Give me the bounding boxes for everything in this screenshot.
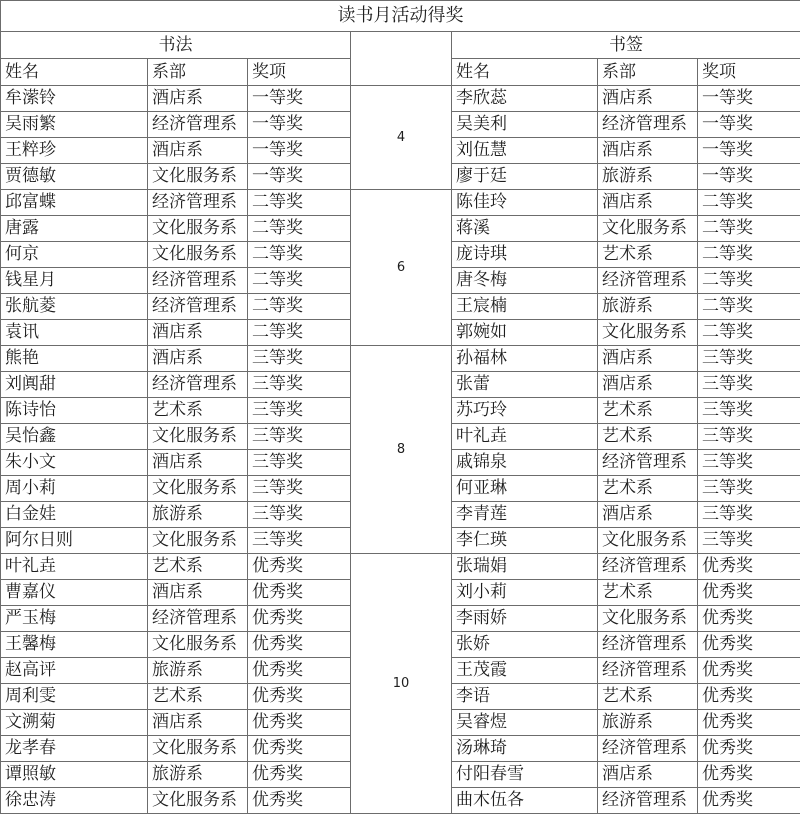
- bookmark-award-cell: 二等奖: [698, 190, 800, 216]
- bookmark-award-cell: 二等奖: [698, 242, 800, 268]
- bookmark-name-cell: 唐冬梅: [452, 268, 598, 294]
- bookmark-dept-cell: 文化服务系: [598, 528, 698, 554]
- bookmark-award-cell: 优秀奖: [698, 736, 800, 762]
- calligraphy-name-cell: 贾德敏: [1, 164, 148, 190]
- bookmark-dept-cell: 经济管理系: [598, 554, 698, 580]
- calligraphy-dept-cell: 酒店系: [148, 710, 248, 736]
- bookmark-award-cell: 优秀奖: [698, 580, 800, 606]
- calligraphy-award-cell: 优秀奖: [248, 736, 351, 762]
- bookmark-name-cell: 付阳春雪: [452, 762, 598, 788]
- bookmark-name-cell: 李欣蕊: [452, 86, 598, 112]
- calligraphy-dept-cell: 经济管理系: [148, 112, 248, 138]
- calligraphy-award-cell: 优秀奖: [248, 762, 351, 788]
- calligraphy-award-cell: 三等奖: [248, 502, 351, 528]
- calligraphy-award-cell: 三等奖: [248, 528, 351, 554]
- bookmark-dept-cell: 经济管理系: [598, 736, 698, 762]
- calligraphy-name-cell: 叶礼垚: [1, 554, 148, 580]
- bookmark-dept-cell: 酒店系: [598, 502, 698, 528]
- bookmark-award-cell: 二等奖: [698, 320, 800, 346]
- calligraphy-dept-cell: 艺术系: [148, 554, 248, 580]
- calligraphy-award-cell: 优秀奖: [248, 554, 351, 580]
- calligraphy-dept-cell: 经济管理系: [148, 268, 248, 294]
- calligraphy-name-cell: 曹嘉仪: [1, 580, 148, 606]
- calligraphy-name-cell: 钱星月: [1, 268, 148, 294]
- bookmark-dept-cell: 旅游系: [598, 164, 698, 190]
- count-column-blank: [351, 59, 452, 86]
- header-award-right: 奖项: [698, 59, 800, 86]
- table-row: [1, 190, 800, 216]
- bookmark-award-cell: 优秀奖: [698, 710, 800, 736]
- calligraphy-award-cell: 三等奖: [248, 424, 351, 450]
- bookmark-dept-cell: 酒店系: [598, 372, 698, 398]
- bookmark-dept-cell: 文化服务系: [598, 320, 698, 346]
- bookmark-name-cell: 曲木伍各: [452, 788, 598, 814]
- count-column-header: [351, 32, 452, 59]
- calligraphy-name-cell: 袁讯: [1, 320, 148, 346]
- bookmark-award-cell: 二等奖: [698, 268, 800, 294]
- calligraphy-name-cell: 文溯菊: [1, 710, 148, 736]
- calligraphy-award-cell: 优秀奖: [248, 788, 351, 814]
- bookmark-award-cell: 一等奖: [698, 138, 800, 164]
- calligraphy-name-cell: 徐忠涛: [1, 788, 148, 814]
- table-row: [1, 86, 800, 112]
- bookmark-award-cell: 一等奖: [698, 112, 800, 138]
- calligraphy-name-cell: 陈诗怡: [1, 398, 148, 424]
- bookmark-award-cell: 三等奖: [698, 450, 800, 476]
- bookmark-name-cell: 刘伍慧: [452, 138, 598, 164]
- calligraphy-award-cell: 二等奖: [248, 320, 351, 346]
- calligraphy-award-cell: 二等奖: [248, 190, 351, 216]
- calligraphy-award-cell: 三等奖: [248, 372, 351, 398]
- bookmark-award-cell: 二等奖: [698, 216, 800, 242]
- calligraphy-name-cell: 吴怡鑫: [1, 424, 148, 450]
- header-award-left: 奖项: [248, 59, 351, 86]
- calligraphy-award-cell: 三等奖: [248, 398, 351, 424]
- bookmark-dept-cell: 旅游系: [598, 294, 698, 320]
- calligraphy-dept-cell: 文化服务系: [148, 424, 248, 450]
- calligraphy-name-cell: 龙孝春: [1, 736, 148, 762]
- bookmark-award-cell: 三等奖: [698, 528, 800, 554]
- bookmark-dept-cell: 艺术系: [598, 476, 698, 502]
- bookmark-award-cell: 优秀奖: [698, 684, 800, 710]
- calligraphy-name-cell: 邱富蝶: [1, 190, 148, 216]
- calligraphy-dept-cell: 经济管理系: [148, 372, 248, 398]
- bookmark-dept-cell: 经济管理系: [598, 112, 698, 138]
- calligraphy-dept-cell: 酒店系: [148, 320, 248, 346]
- bookmark-name-cell: 郭婉如: [452, 320, 598, 346]
- table-title: 读书月活动得奖: [1, 1, 800, 32]
- bookmark-name-cell: 李青莲: [452, 502, 598, 528]
- section-calligraphy: 书法: [1, 32, 351, 59]
- calligraphy-award-cell: 优秀奖: [248, 710, 351, 736]
- calligraphy-award-cell: 二等奖: [248, 268, 351, 294]
- bookmark-dept-cell: 酒店系: [598, 190, 698, 216]
- bookmark-name-cell: 苏巧玲: [452, 398, 598, 424]
- calligraphy-award-cell: 一等奖: [248, 164, 351, 190]
- calligraphy-dept-cell: 旅游系: [148, 762, 248, 788]
- calligraphy-dept-cell: 文化服务系: [148, 736, 248, 762]
- bookmark-dept-cell: 艺术系: [598, 580, 698, 606]
- bookmark-name-cell: 汤琳琦: [452, 736, 598, 762]
- bookmark-name-cell: 张蕾: [452, 372, 598, 398]
- bookmark-award-cell: 优秀奖: [698, 554, 800, 580]
- calligraphy-name-cell: 熊艳: [1, 346, 148, 372]
- calligraphy-dept-cell: 文化服务系: [148, 632, 248, 658]
- calligraphy-name-cell: 赵高评: [1, 658, 148, 684]
- calligraphy-name-cell: 王馨梅: [1, 632, 148, 658]
- bookmark-dept-cell: 文化服务系: [598, 216, 698, 242]
- header-name-left: 姓名: [1, 59, 148, 86]
- bookmark-name-cell: 刘小莉: [452, 580, 598, 606]
- bookmark-name-cell: 蒋溪: [452, 216, 598, 242]
- bookmark-award-cell: 三等奖: [698, 424, 800, 450]
- bookmark-award-cell: 三等奖: [698, 398, 800, 424]
- calligraphy-dept-cell: 文化服务系: [148, 528, 248, 554]
- bookmark-name-cell: 王茂霞: [452, 658, 598, 684]
- bookmark-name-cell: 张娇: [452, 632, 598, 658]
- calligraphy-dept-cell: 艺术系: [148, 398, 248, 424]
- bookmark-name-cell: 李语: [452, 684, 598, 710]
- calligraphy-dept-cell: 经济管理系: [148, 294, 248, 320]
- bookmark-dept-cell: 酒店系: [598, 346, 698, 372]
- group-count-cell: 4: [351, 86, 452, 190]
- calligraphy-award-cell: 一等奖: [248, 112, 351, 138]
- bookmark-dept-cell: 经济管理系: [598, 632, 698, 658]
- bookmark-name-cell: 李仁瑛: [452, 528, 598, 554]
- bookmark-dept-cell: 经济管理系: [598, 268, 698, 294]
- bookmark-award-cell: 优秀奖: [698, 632, 800, 658]
- calligraphy-name-cell: 朱小文: [1, 450, 148, 476]
- bookmark-dept-cell: 经济管理系: [598, 788, 698, 814]
- calligraphy-dept-cell: 文化服务系: [148, 788, 248, 814]
- calligraphy-dept-cell: 文化服务系: [148, 216, 248, 242]
- calligraphy-award-cell: 优秀奖: [248, 632, 351, 658]
- header-dept-right: 系部: [598, 59, 698, 86]
- group-count-cell: 10: [351, 554, 452, 814]
- bookmark-dept-cell: 艺术系: [598, 398, 698, 424]
- calligraphy-award-cell: 优秀奖: [248, 606, 351, 632]
- calligraphy-dept-cell: 酒店系: [148, 346, 248, 372]
- calligraphy-name-cell: 何京: [1, 242, 148, 268]
- calligraphy-name-cell: 刘阗甜: [1, 372, 148, 398]
- group-count-cell: 8: [351, 346, 452, 554]
- calligraphy-dept-cell: 旅游系: [148, 658, 248, 684]
- calligraphy-dept-cell: 旅游系: [148, 502, 248, 528]
- bookmark-name-cell: 张瑞娟: [452, 554, 598, 580]
- bookmark-name-cell: 孙福林: [452, 346, 598, 372]
- calligraphy-name-cell: 张航菱: [1, 294, 148, 320]
- bookmark-award-cell: 优秀奖: [698, 606, 800, 632]
- calligraphy-dept-cell: 文化服务系: [148, 476, 248, 502]
- bookmark-dept-cell: 酒店系: [598, 138, 698, 164]
- calligraphy-name-cell: 谭照敏: [1, 762, 148, 788]
- calligraphy-award-cell: 二等奖: [248, 216, 351, 242]
- header-name-right: 姓名: [452, 59, 598, 86]
- bookmark-name-cell: 何亚琳: [452, 476, 598, 502]
- bookmark-award-cell: 优秀奖: [698, 762, 800, 788]
- calligraphy-name-cell: 严玉梅: [1, 606, 148, 632]
- bookmark-name-cell: 叶礼垚: [452, 424, 598, 450]
- header-dept-left: 系部: [148, 59, 248, 86]
- bookmark-name-cell: 王宸楠: [452, 294, 598, 320]
- calligraphy-award-cell: 一等奖: [248, 86, 351, 112]
- bookmark-award-cell: 三等奖: [698, 476, 800, 502]
- table-row: [1, 554, 800, 580]
- calligraphy-name-cell: 阿尔日则: [1, 528, 148, 554]
- bookmark-dept-cell: 文化服务系: [598, 606, 698, 632]
- calligraphy-name-cell: 周小莉: [1, 476, 148, 502]
- bookmark-dept-cell: 旅游系: [598, 710, 698, 736]
- bookmark-name-cell: 李雨娇: [452, 606, 598, 632]
- calligraphy-name-cell: 白金娃: [1, 502, 148, 528]
- calligraphy-name-cell: 吴雨繁: [1, 112, 148, 138]
- bookmark-name-cell: 庞诗琪: [452, 242, 598, 268]
- bookmark-dept-cell: 艺术系: [598, 684, 698, 710]
- calligraphy-dept-cell: 经济管理系: [148, 606, 248, 632]
- bookmark-dept-cell: 经济管理系: [598, 658, 698, 684]
- bookmark-name-cell: 廖于廷: [452, 164, 598, 190]
- bookmark-dept-cell: 艺术系: [598, 242, 698, 268]
- calligraphy-name-cell: 牟潆铃: [1, 86, 148, 112]
- group-count-cell: 6: [351, 190, 452, 346]
- calligraphy-award-cell: 二等奖: [248, 242, 351, 268]
- calligraphy-dept-cell: 文化服务系: [148, 242, 248, 268]
- calligraphy-name-cell: 周利雯: [1, 684, 148, 710]
- calligraphy-dept-cell: 酒店系: [148, 138, 248, 164]
- calligraphy-dept-cell: 经济管理系: [148, 190, 248, 216]
- calligraphy-name-cell: 唐露: [1, 216, 148, 242]
- calligraphy-award-cell: 优秀奖: [248, 684, 351, 710]
- calligraphy-dept-cell: 酒店系: [148, 450, 248, 476]
- calligraphy-name-cell: 王粹珍: [1, 138, 148, 164]
- bookmark-award-cell: 二等奖: [698, 294, 800, 320]
- calligraphy-award-cell: 一等奖: [248, 138, 351, 164]
- bookmark-award-cell: 三等奖: [698, 346, 800, 372]
- bookmark-award-cell: 优秀奖: [698, 658, 800, 684]
- calligraphy-award-cell: 三等奖: [248, 476, 351, 502]
- calligraphy-award-cell: 三等奖: [248, 450, 351, 476]
- calligraphy-dept-cell: 艺术系: [148, 684, 248, 710]
- bookmark-name-cell: 陈佳玲: [452, 190, 598, 216]
- bookmark-award-cell: 一等奖: [698, 164, 800, 190]
- bookmark-dept-cell: 酒店系: [598, 86, 698, 112]
- calligraphy-award-cell: 二等奖: [248, 294, 351, 320]
- bookmark-dept-cell: 艺术系: [598, 424, 698, 450]
- bookmark-dept-cell: 酒店系: [598, 762, 698, 788]
- section-bookmark: 书签: [452, 32, 800, 59]
- bookmark-award-cell: 三等奖: [698, 502, 800, 528]
- bookmark-award-cell: 三等奖: [698, 372, 800, 398]
- bookmark-dept-cell: 经济管理系: [598, 450, 698, 476]
- bookmark-name-cell: 吴美利: [452, 112, 598, 138]
- bookmark-award-cell: 一等奖: [698, 86, 800, 112]
- calligraphy-dept-cell: 酒店系: [148, 580, 248, 606]
- calligraphy-dept-cell: 文化服务系: [148, 164, 248, 190]
- calligraphy-award-cell: 三等奖: [248, 346, 351, 372]
- bookmark-award-cell: 优秀奖: [698, 788, 800, 814]
- calligraphy-dept-cell: 酒店系: [148, 86, 248, 112]
- bookmark-name-cell: 吴睿煜: [452, 710, 598, 736]
- calligraphy-award-cell: 优秀奖: [248, 658, 351, 684]
- table-row: [1, 346, 800, 372]
- bookmark-name-cell: 戚锦泉: [452, 450, 598, 476]
- calligraphy-award-cell: 优秀奖: [248, 580, 351, 606]
